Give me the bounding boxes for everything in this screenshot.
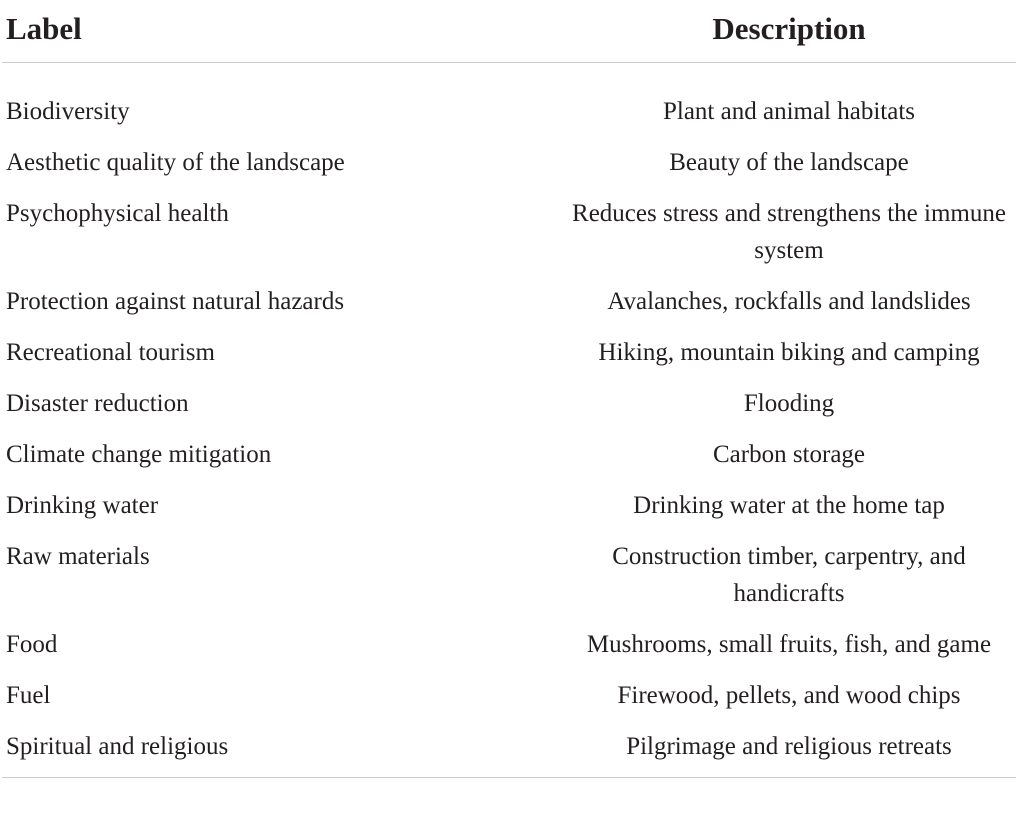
row-description: Hiking, mountain biking and camping	[598, 339, 980, 366]
row-description: Drinking water at the home tap	[633, 492, 945, 519]
table-row	[2, 429, 1016, 480]
row-label: Food	[6, 631, 58, 658]
row-description: Firewood, pellets, and wood chips	[617, 682, 961, 709]
row-description: Avalanches, rockfalls and landslides	[607, 288, 971, 315]
row-label: Climate change mitigation	[6, 441, 272, 468]
table-body	[2, 63, 1016, 778]
table-row	[2, 531, 1016, 619]
table-row	[2, 137, 1016, 188]
row-label: Biodiversity	[6, 98, 130, 125]
table-row	[2, 63, 1016, 138]
row-description: Reduces stress and strengthens the immune system	[572, 200, 1006, 264]
row-description: Pilgrimage and religious retreats	[626, 733, 952, 760]
table-row	[2, 480, 1016, 531]
row-label: Fuel	[6, 682, 51, 709]
table-header	[2, 0, 1016, 63]
row-label: Psychophysical health	[6, 200, 229, 227]
row-description: Beauty of the landscape	[669, 149, 909, 176]
table-row	[2, 378, 1016, 429]
row-label: Disaster reduction	[6, 390, 189, 417]
header-description: Description	[712, 11, 866, 46]
row-description: Carbon storage	[712, 441, 866, 468]
row-label: Raw materials	[6, 543, 150, 570]
row-description: Mushrooms, small fruits, fish, and game	[586, 631, 992, 658]
header-label: Label	[6, 11, 82, 46]
row-description: Construction timber, carpentry, and handicrafts	[612, 543, 966, 607]
row-label: Spiritual and religious	[6, 733, 229, 760]
row-label: Protection against natural hazards	[6, 288, 345, 315]
table-row	[2, 276, 1016, 327]
row-label: Aesthetic quality of the landscape	[6, 149, 345, 176]
header-row	[2, 0, 1016, 63]
row-label: Drinking water	[6, 492, 159, 519]
table-row	[2, 188, 1016, 276]
ecosystem-services-table	[2, 0, 1016, 778]
row-description: Flooding	[743, 390, 835, 417]
table-row	[2, 619, 1016, 670]
row-description: Plant and animal habitats	[662, 98, 916, 125]
table-row	[2, 327, 1016, 378]
table-row	[2, 670, 1016, 721]
table-row	[2, 721, 1016, 778]
row-label: Recreational tourism	[6, 339, 215, 366]
